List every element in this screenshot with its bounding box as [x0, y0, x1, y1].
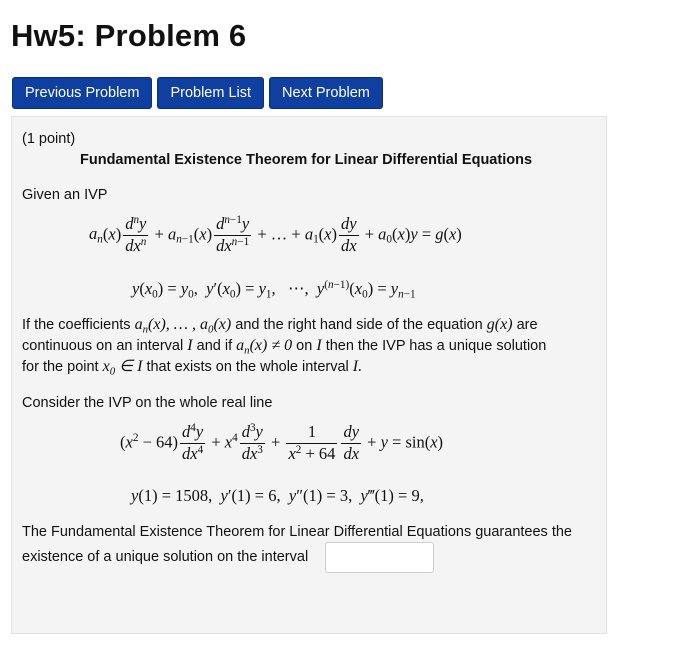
consider-label: Consider the IVP on the whole real line — [22, 395, 273, 411]
specific-initial-conditions: y(1) = 1508, y′(1) = 6, y″(1) = 3, y‴(1) = 9, — [131, 486, 424, 505]
problem-heading: Fundamental Existence Theorem for Linear Differential Equations — [80, 152, 533, 168]
previous-problem-button[interactable]: Previous Problem — [12, 77, 152, 109]
specific-ode-equation: $(x^2 - 64)$ $\frac{d^4y}{dx^4}$ + $x^4$ $\frac{d^3y}{dx^3}$ + $\frac{1}{x^2 + 64}$ $\frac{dy}{dx}$ + y = sin(x) — [120, 421, 444, 463]
points-label: (1 point) — [22, 131, 76, 147]
problem-panel — [11, 116, 607, 634]
given-label: Given an IVP — [22, 187, 108, 203]
page-title: Hw5: Problem 6 — [11, 18, 247, 53]
interval-answer-input[interactable] — [325, 542, 434, 573]
theorem-line-1: If the coefficients $a_n(x)$, … , $a_0(x)$ and the right hand side of the equation g(x) are — [22, 316, 538, 336]
problem-list-button[interactable]: Problem List — [157, 77, 264, 109]
theorem-line-2: continuous on an interval I and if $a_n(x) \ne 0$ on I then the IVP has a unique solution — [22, 337, 547, 357]
next-problem-button[interactable]: Next Problem — [269, 77, 383, 109]
general-ode-equation: $a_n(x)$ $\frac{d^ny}{dx^n}$ + $a_{n-1}(x)$ $\frac{d^{n-1}y}{dx^{n-1}}$ + … + $a_1(x)$ $\frac{dy}{dx}$ + $a_0(x)y = g(x)$ — [89, 213, 462, 255]
problem-navigation — [12, 77, 383, 109]
question-line-2: existence of a unique solution on the interval — [22, 549, 309, 565]
theorem-line-3: for the point $x_0$ ∈ I that exists on the whole interval I. — [22, 358, 363, 378]
question-line-1: The Fundamental Existence Theorem for Linear Differential Equations guarantees the — [22, 524, 572, 540]
general-initial-conditions: $y(x_0) = y_0$, $y'(x_0) = y_1$, ⋯, $y^{(n-1)}(x_0) = y_{n-1}$ — [132, 278, 416, 301]
